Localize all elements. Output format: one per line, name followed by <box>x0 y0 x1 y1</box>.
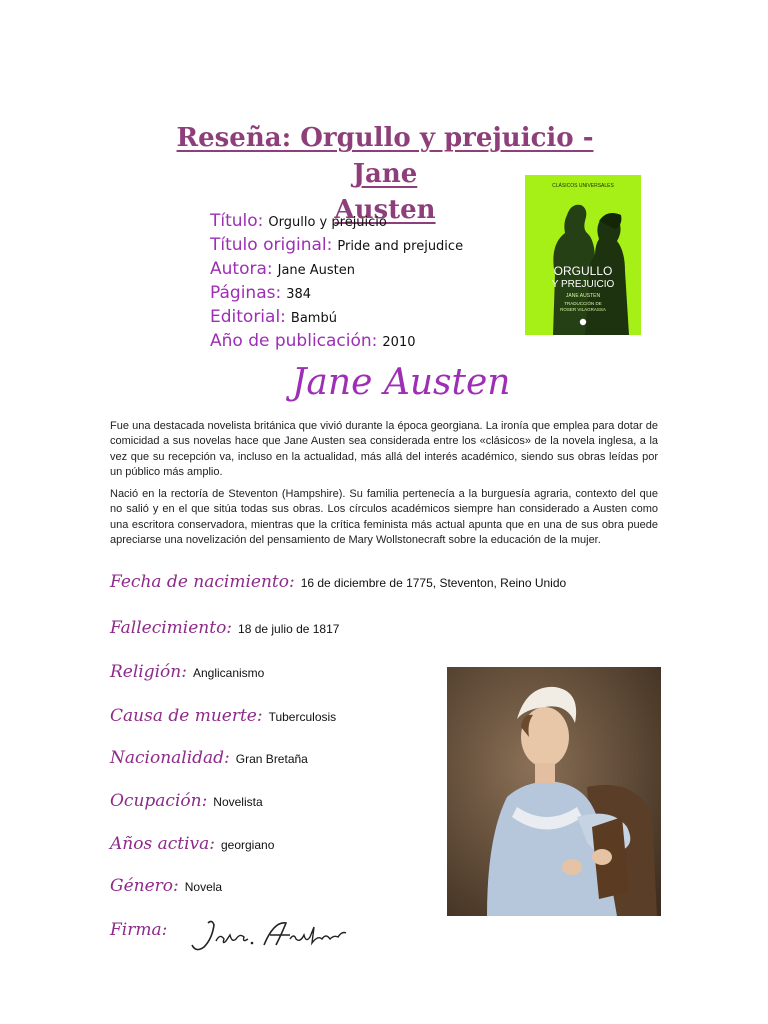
fact-value: georgiano <box>220 838 275 852</box>
book-field-original-title <box>210 233 463 257</box>
fact-genre <box>110 876 222 896</box>
author-portrait <box>447 667 661 916</box>
cover-illustration <box>525 175 641 335</box>
fact-label: Firma: <box>110 920 168 940</box>
fact-signature <box>110 920 167 940</box>
cover-author: JANE AUSTEN <box>565 293 601 299</box>
fact-value: 18 de julio de 1817 <box>238 622 340 636</box>
fact-label: Ocupación: <box>110 791 208 811</box>
field-label: Páginas: <box>210 283 282 303</box>
field-label: Editorial: <box>210 307 286 327</box>
field-label: Año de publicación: <box>210 331 378 351</box>
fact-death <box>110 618 339 638</box>
field-value: 384 <box>286 287 312 302</box>
fact-label: Fallecimiento: <box>110 618 233 638</box>
fact-nationality <box>110 748 308 768</box>
book-field-author <box>210 257 463 281</box>
field-label: Título original: <box>210 235 333 255</box>
fact-value: Tuberculosis <box>268 710 337 724</box>
page-title-line1: Reseña: Orgullo y prejuicio - Jane <box>176 123 594 189</box>
book-details <box>210 209 463 353</box>
fact-label: Años activa: <box>110 834 215 854</box>
cover-translator-line1: TRADUCCIÓN DE <box>564 301 602 306</box>
field-value: 2010 <box>382 335 416 350</box>
publisher-logo-icon <box>580 319 586 325</box>
field-value: Jane Austen <box>277 263 356 278</box>
author-heading: Jane Austen <box>292 362 511 403</box>
author-paragraph-2: Nació en la rectoría de Steventon (Hampshire). Su familia pertenecía a la burguesía agraria, contexto del que no salió y en el que sitúa todas sus obras. Los círculos académicos siempre han considerado a Austen como una escritora conservadora, mientras que la crítica feminista más actual apunta que en una de sus obra puede apreciarse una novelización del pensamiento de Mary Wollstonecraft sobre la educación de la mujer. <box>110 488 658 546</box>
field-value: Pride and prejudice <box>337 239 464 254</box>
signature-image <box>186 915 348 955</box>
fact-cause-of-death <box>110 706 336 726</box>
fact-label: Religión: <box>110 662 187 682</box>
field-value: Bambú <box>290 311 337 326</box>
fact-value: Gran Bretaña <box>235 752 308 766</box>
field-value: Orgullo y prejuicio <box>268 215 387 230</box>
page-title-line2: Austen <box>334 195 436 225</box>
fact-birth <box>110 572 566 592</box>
fact-value: Anglicanismo <box>192 666 265 680</box>
fact-value: Novelista <box>213 795 263 809</box>
cover-title-line2: Y PREJUICIO <box>551 279 615 290</box>
author-paragraph-1: Fue una destacada novelista británica que vivió durante la época georgiana. La ironía que emplea para dotar de comicidad a sus novelas hace que Jane Austen sea considerada entre los «clásicos» de la novela inglesa, a la vez que su recepción va, incluso en la actualidad, más allá del interés académico, siendo sus obras leídas por un público más amplio. <box>110 420 658 478</box>
cover-series: CLÁSICOS UNIVERSALES <box>552 183 614 189</box>
fact-religion <box>110 662 264 682</box>
fact-value: 16 de diciembre de 1775, Steventon, Reino Unido <box>300 576 567 590</box>
fact-years-active <box>110 834 274 854</box>
cover-translator-line2: ROSER VILAGRASSA <box>560 307 606 312</box>
field-label: Título: <box>210 211 264 231</box>
book-field-year <box>210 329 463 353</box>
fact-label: Fecha de nacimiento: <box>110 572 295 592</box>
portrait-illustration <box>447 667 661 916</box>
cover-title-line1: ORGULLO <box>553 264 613 278</box>
book-field-title <box>210 209 463 233</box>
fact-occupation <box>110 791 263 811</box>
book-cover <box>525 175 641 335</box>
fact-label: Causa de muerte: <box>110 706 263 726</box>
fact-value: Novela <box>184 880 223 894</box>
book-field-publisher <box>210 305 463 329</box>
fact-label: Nacionalidad: <box>110 748 230 768</box>
book-field-pages <box>210 281 463 305</box>
fact-label: Género: <box>110 876 179 896</box>
field-label: Autora: <box>210 259 273 279</box>
